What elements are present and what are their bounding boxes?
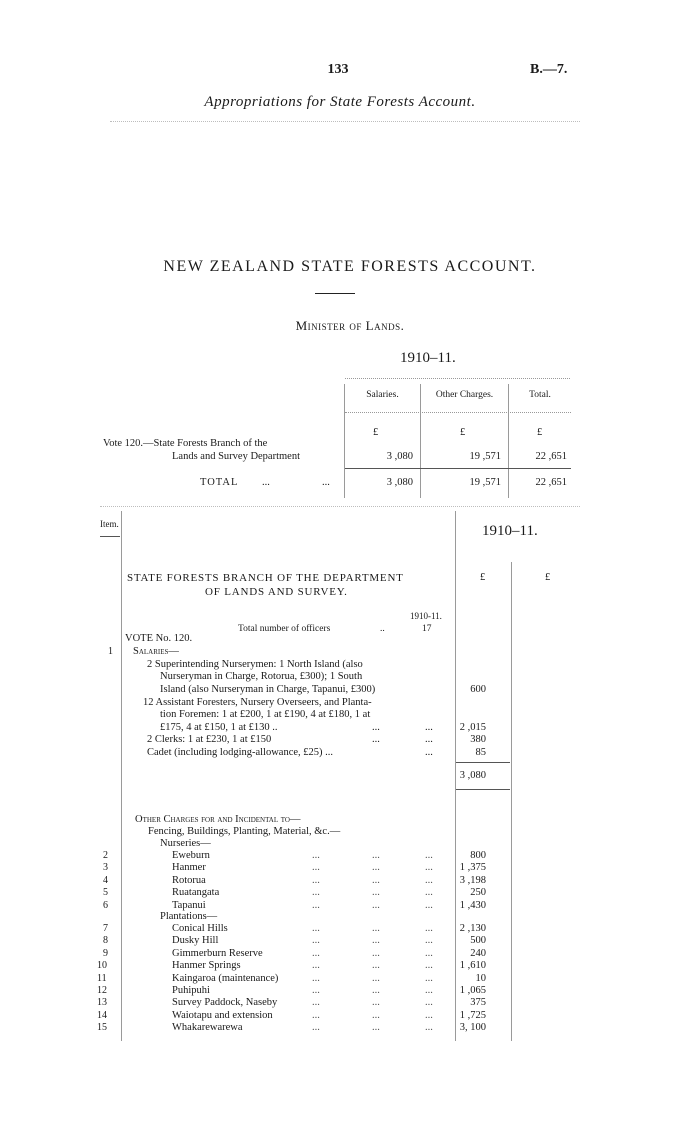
other-charges-heading: Other Charges for and Incidental to— [135, 814, 301, 825]
item-head-rule [100, 536, 120, 537]
dots: ... [425, 722, 433, 733]
plantation-amount: 10 [475, 972, 486, 984]
dots: ... [312, 935, 320, 947]
total-rule [345, 468, 571, 469]
plantation-amount: 2 ,130 [459, 923, 486, 934]
plantation-amount: 1 ,725 [459, 1009, 486, 1021]
dots: ... [425, 923, 433, 934]
dots: ... [312, 960, 320, 972]
salary-line: Nurseryman in Charge, Rotorua, £300); 1 South [160, 671, 363, 682]
header-divider [110, 121, 580, 122]
plantation-name: Dusky Hill [172, 935, 219, 947]
officers-dots: .. [380, 624, 385, 634]
vote-line-1: Vote 120.—State Forests Branch of the [103, 438, 268, 449]
dots: ... [425, 887, 433, 899]
nurseries-heading: Nurseries— [160, 838, 211, 849]
summary-bottom-rule [100, 506, 580, 507]
plantation-name: Puhipuhi [172, 985, 210, 996]
dots: ... [425, 997, 433, 1009]
nursery-amount: 1 ,430 [459, 899, 486, 911]
item-header: Item. [100, 519, 119, 529]
plantation-amount: 1 ,065 [459, 985, 486, 996]
detail-year: 1910–11. [482, 523, 538, 539]
currency-total: £ [537, 427, 543, 438]
detail-item-divider [121, 511, 122, 1041]
nursery-amount: 800 [470, 850, 486, 861]
plantation-name: Waiotapu and extension [172, 1009, 273, 1021]
summary-year-rule [345, 378, 570, 379]
nursery-name: Ruatangata [172, 887, 220, 899]
dots: ... [372, 862, 380, 874]
dots: ... [425, 747, 433, 758]
plantation-name: Conical Hills [172, 923, 228, 934]
vote-total: 22 ,651 [535, 451, 567, 462]
plantation-item-number: 13 [97, 997, 107, 1009]
plantation-item-number: 8 [103, 935, 108, 947]
dots: ... [425, 947, 433, 959]
plantation-item-number: 12 [97, 985, 107, 996]
dots: ... [372, 985, 380, 996]
dots: ... [372, 923, 380, 934]
nursery-amount: 3 ,198 [459, 874, 486, 886]
officers-count: 17 [422, 624, 432, 634]
officers-label: Total number of officers [238, 624, 331, 634]
nursery-name: Rotorua [172, 874, 206, 886]
fencing-heading: Fencing, Buildings, Planting, Material, &c.— [148, 826, 341, 837]
vote-number: VOTE No. 120. [125, 633, 193, 644]
dots: ... [372, 734, 380, 745]
nursery-name: Tapanui [172, 899, 206, 911]
page-title: NEW ZEALAND STATE FORESTS ACCOUNT. [163, 258, 537, 275]
detail-currency-1: £ [480, 572, 486, 583]
dots: ... [425, 985, 433, 996]
dots: ... [425, 1009, 433, 1021]
nursery-item-number: 4 [103, 874, 108, 886]
salary-amount: 85 [475, 747, 486, 758]
detail-currency-2: £ [545, 572, 551, 583]
salary-line: Island (also Nurseryman in Charge, Tapanui, £300) [160, 684, 376, 695]
dots: ... [372, 972, 380, 984]
nursery-item-number: 6 [103, 899, 108, 911]
branch-line-1: STATE FORESTS BRANCH OF THE DEPARTMENT [127, 572, 404, 584]
col-head-total: Total. [529, 390, 551, 400]
salary-amount: 2 ,015 [459, 722, 486, 733]
nursery-name: Eweburn [172, 850, 210, 861]
dots: ... [425, 972, 433, 984]
plantation-amount: 500 [470, 935, 486, 947]
minister-heading: Minister of Lands. [295, 318, 405, 333]
dots: ... [372, 850, 380, 861]
currency-salaries: £ [373, 427, 379, 438]
dots: ... [312, 874, 320, 886]
vote-salaries: 3 ,080 [386, 451, 413, 462]
dots: ... [312, 997, 320, 1009]
salary-subtotal-rule [456, 762, 510, 763]
dots: ... [372, 874, 380, 886]
dots: ... [312, 1022, 320, 1034]
salaries-heading: Salaries— [133, 646, 179, 657]
plantation-amount: 375 [470, 997, 486, 1009]
salary-line: 12 Assistant Foresters, Nursery Overseers, and Planta- [143, 697, 372, 708]
plantation-name: Hanmer Springs [172, 960, 241, 972]
nursery-item-number: 2 [103, 850, 108, 861]
nursery-item-number: 3 [103, 862, 108, 874]
nursery-name: Hanmer [172, 862, 206, 874]
page-number: 133 [327, 62, 349, 77]
salary-line: £175, 4 at £150, 1 at £130 .. [160, 722, 278, 733]
dots: ... [372, 1022, 380, 1034]
vote-line-2: Lands and Survey Department [172, 451, 301, 462]
plantation-amount: 240 [470, 947, 486, 959]
total-other: 19 ,571 [469, 477, 501, 488]
dots: ... [372, 935, 380, 947]
plantation-name: Kaingaroa (maintenance) [172, 972, 279, 984]
salary-line: Cadet (including lodging-allowance, £25) ... [147, 747, 334, 758]
dots: ... [312, 1009, 320, 1021]
salary-amount: 600 [470, 684, 486, 695]
col-head-other: Other Charges. [435, 390, 494, 400]
dots: ... [372, 997, 380, 1009]
plantation-name: Survey Paddock, Naseby [172, 997, 278, 1009]
plantation-item-number: 15 [97, 1022, 107, 1034]
plantation-amount: 3, 100 [459, 1022, 486, 1034]
salary-line: 2 Superintending Nurserymen: 1 North Island (also [147, 659, 363, 670]
dots: ... [312, 899, 320, 911]
plantation-name: Whakarewarewa [172, 1022, 243, 1034]
salary-amount: 380 [470, 734, 486, 745]
item-number: 1 [108, 646, 113, 657]
plantation-name: Gimmerburn Reserve [172, 947, 263, 959]
col-head-rule [345, 412, 571, 413]
summary-year: 1910–11. [400, 350, 456, 366]
nursery-amount: 1 ,375 [459, 862, 486, 874]
dots: ... [312, 923, 320, 934]
salary-total-rule [456, 789, 510, 790]
dots: ... [312, 972, 320, 984]
detail-amount-divider-2 [511, 562, 512, 1041]
salary-line: tion Foremen: 1 at £200, 1 at £190, 4 at £180, 1 at [160, 709, 371, 720]
plantation-item-number: 10 [97, 960, 107, 972]
dots: ... [372, 947, 380, 959]
page-subtitle: Appropriations for State Forests Account. [204, 94, 476, 110]
total-label: TOTAL [200, 477, 239, 488]
dots: ... [372, 722, 380, 733]
plantation-amount: 1 ,610 [459, 960, 486, 972]
dots: ... [312, 985, 320, 996]
dots: ... [312, 947, 320, 959]
plantations-heading: Plantations— [160, 911, 218, 922]
total-salaries: 3 ,080 [386, 477, 413, 488]
dots: ... [312, 887, 320, 899]
nursery-amount: 250 [470, 887, 486, 899]
plantation-item-number: 11 [97, 972, 107, 984]
nursery-item-number: 5 [103, 887, 108, 899]
total-dots-1: ... [262, 477, 270, 488]
dots: ... [425, 960, 433, 972]
vote-other: 19 ,571 [469, 451, 501, 462]
plantation-item-number: 7 [103, 923, 108, 934]
dots: ... [425, 862, 433, 874]
col-head-salaries: Salaries. [366, 390, 399, 400]
dots: ... [372, 1009, 380, 1021]
salary-line: 2 Clerks: 1 at £230, 1 at £150 [147, 734, 272, 745]
plantation-item-number: 9 [103, 947, 108, 959]
dots: ... [425, 1022, 433, 1034]
branch-line-2: OF LANDS AND SURVEY. [205, 586, 348, 598]
dots: ... [372, 899, 380, 911]
dots: ... [425, 734, 433, 745]
title-rule [315, 293, 355, 294]
dots: ... [425, 935, 433, 947]
dots: ... [425, 850, 433, 861]
page-code: B.—7. [530, 62, 568, 77]
officers-year: 1910-11. [410, 611, 442, 621]
dots: ... [372, 887, 380, 899]
total-dots-2: ... [322, 477, 330, 488]
plantation-item-number: 14 [97, 1009, 107, 1021]
dots: ... [312, 862, 320, 874]
dots: ... [372, 960, 380, 972]
dots: ... [425, 874, 433, 886]
total-total: 22 ,651 [535, 477, 567, 488]
salary-total: 3 ,080 [459, 770, 486, 781]
currency-other: £ [460, 427, 466, 438]
dots: ... [425, 899, 433, 911]
dots: ... [312, 850, 320, 861]
